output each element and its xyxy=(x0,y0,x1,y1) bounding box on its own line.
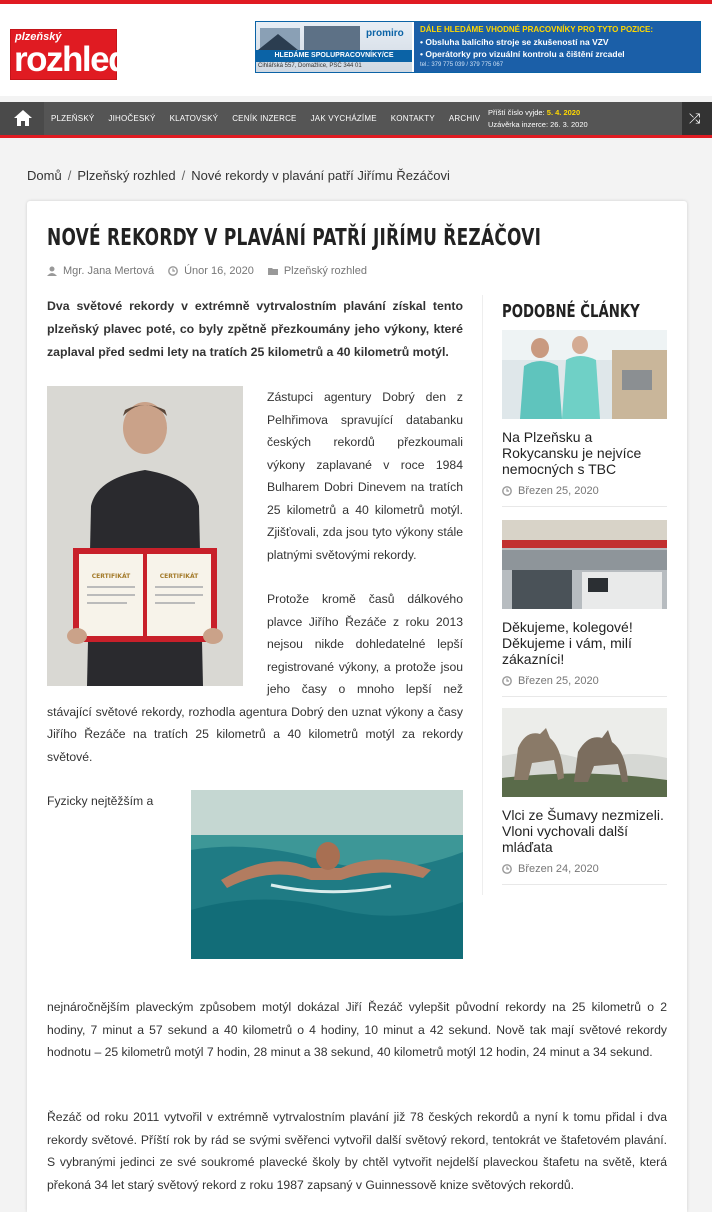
related-date-2: Březen 25, 2020 xyxy=(518,675,599,687)
clock-icon xyxy=(168,266,178,276)
clock-icon xyxy=(502,676,512,686)
nav-item-cenik-inzerce[interactable]: CENÍK INZERCE xyxy=(232,114,297,123)
site-header xyxy=(0,4,712,96)
article-date: Únor 16, 2020 xyxy=(184,265,254,277)
next-issue-label: Příští číslo vyjde: xyxy=(488,108,545,117)
breadcrumb-category[interactable]: Plzeňský rozhled xyxy=(77,168,176,183)
photo-swimmer-with-certificates xyxy=(47,386,243,686)
related-headline-1[interactable]: Na Plzeňsku a Rokycansku je nejvíce nemocných s TBC xyxy=(502,429,642,477)
banner-address: Cihlářská 557, Domažlice, PSČ 344 01 xyxy=(258,63,362,69)
breadcrumb-current: Nové rekordy v plavání patří Jiřímu Řezáčovi xyxy=(191,168,450,183)
related-headline-3[interactable]: Vlci ze Šumavy nezmizeli. Vloni vychovali další mláďata xyxy=(502,807,664,855)
banner-line1: DÁLE HLEDÁME VHODNÉ PRACOVNÍKY PRO TYTO POZICE: xyxy=(420,25,654,34)
banner-right-panel xyxy=(414,22,700,73)
user-icon xyxy=(47,266,57,276)
main-nav xyxy=(0,102,712,138)
related-image-wolves[interactable] xyxy=(502,708,667,797)
certificate-right-label: CERTIFIKÁT xyxy=(159,573,199,580)
banner-brand: promiro xyxy=(366,28,404,39)
breadcrumb-home[interactable]: Domů xyxy=(27,168,62,183)
nav-item-plzensky[interactable]: PLZEŇSKÝ xyxy=(51,114,95,123)
article-paragraph-3-rest: nejnáročnějším plaveckým způsobem motýl dokázal Jiří Řezáč vylepšit původní rekordy na 25 kilometrů o 2 hodiny, 7 minut a 57 sekund a 40 kilometrů o 4 hodiny, 10 minut a 42 sekund. Nově tak mají světové rekordy hodnotu – 25 kilometrů motýl 7 hodin, 28 minut a 38 sekund, 40 kilometrů motýl 12 hodin, 24 minut a 34 sekund. xyxy=(47,1000,667,1059)
folder-icon xyxy=(268,266,278,276)
banner-phone: tel.: 379 775 039 / 379 775 067 xyxy=(420,62,504,68)
article-paragraph-4: Řezáč od roku 2011 vytvořil v extrémně vytrvalostním plavání již 78 českých rekordů a nyní k tomu přidal i dva rekordy světové. Příští rok by rád se svými svěřenci vytvořil další světový rekord, tentokrát ve štafetovém plavání. S vybranými jedinci ze své soukromé plavecké školy by chtěl vytvořit nejdelší plaveckou štafetu na světě, která překoná 34 let starý světový rekord z roku 1987 zapsaný v Guinnessově knize světových rekordů. xyxy=(47,1110,667,1192)
related-title: PODOBNÉ ČLÁNKY xyxy=(502,301,640,322)
article-paragraph-3-start: Fyzicky nejtěžším a xyxy=(47,794,154,808)
nav-item-jihocesky[interactable]: JIHOČESKÝ xyxy=(108,114,156,123)
logo-big-text: rozhled xyxy=(14,40,128,79)
ad-banner[interactable] xyxy=(255,21,701,73)
site-logo[interactable] xyxy=(10,29,128,80)
article-card xyxy=(27,201,687,1212)
article-category[interactable]: Plzeňský rozhled xyxy=(283,265,367,277)
related-item-3[interactable] xyxy=(502,708,667,885)
clock-icon xyxy=(502,486,512,496)
related-image-supermarket[interactable] xyxy=(502,520,667,609)
nav-item-kontakty[interactable]: KONTAKTY xyxy=(390,114,435,123)
related-articles xyxy=(502,295,667,875)
related-image-hospital[interactable] xyxy=(502,330,667,419)
deadline-date: 26. 3. 2020 xyxy=(550,120,588,129)
random-article-button[interactable] xyxy=(682,102,712,135)
logo-small-text: plzeňský xyxy=(15,31,62,43)
banner-machine-graphic xyxy=(258,24,364,52)
swimmer-certificates-image xyxy=(47,386,243,686)
related-item-2[interactable] xyxy=(502,520,667,697)
banner-left-panel xyxy=(256,22,412,73)
article-paragraph-1: Zástupci agentury Dobrý den z Pelhřimova spravující databanku českých rekordů přezkoumali výkony zaplavané v roce 1984 Bulharem Dobri Dinevem na tratích 25 kilometrů a 40 kilometrů motýl. Zjišťovali, zda jsou tyto výkony stále platnými světovými rekordy. xyxy=(267,390,463,562)
next-issue-info xyxy=(488,107,588,131)
next-issue-date: 5. 4. 2020 xyxy=(546,108,581,117)
article-author[interactable]: Mgr. Jana Mertová xyxy=(63,265,155,277)
article-paragraph-2: Protože kromě časů dálkového plavce Jiřího Řezáče z roku 2013 nejsou nikde dohledatelné lepší registrované výkony, a protože jsou jeho časy o mnoho lepší než stávající světové rekordy, rozhodla agentura Dobrý den uznat výkony a časy Jiřího Řezáče na tratích 25 kilometrů a 40 kilometrů motýl za rekordy světové. xyxy=(47,592,463,764)
banner-line2: • Obsluha balícího stroje se zkušeností na VZV xyxy=(420,37,609,47)
deadline-label: Uzávěrka inzerce: xyxy=(488,120,549,129)
article-title: NOVÉ REKORDY V PLAVÁNÍ PATŘÍ JIŘÍMU ŘEZÁČOVI xyxy=(47,225,542,251)
shuffle-icon: ⤮ xyxy=(689,110,701,126)
article-lead: Dva světové rekordy v extrémně vytrvalostním plavání získal tento plzeňský plavec poté, co byly zpětně přezkoumány jeho výkony, které zaplaval před sedmi lety na tratích 25 kilometrů a 40 kilometrů motýl. xyxy=(47,299,463,359)
related-date-3: Březen 24, 2020 xyxy=(518,863,599,875)
photo-swimmer-butterfly xyxy=(191,790,463,959)
related-headline-2[interactable]: Děkujeme, kolegové! Děkujeme i vám, milí zákazníci! xyxy=(502,619,633,667)
certificate-left-label: CERTIFIKÁT xyxy=(91,573,131,580)
nav-menu xyxy=(44,102,487,135)
banner-line3: • Operátorky pro vizuální kontrolu a čištění zrcadel xyxy=(420,49,625,59)
nav-item-jak-vychazime[interactable]: JAK VYCHÁZÍME xyxy=(310,114,377,123)
clock-icon xyxy=(502,864,512,874)
home-icon xyxy=(14,110,32,126)
related-date-1: Březen 25, 2020 xyxy=(518,485,599,497)
related-item-1[interactable] xyxy=(502,330,667,507)
article-meta xyxy=(47,265,367,277)
home-button[interactable] xyxy=(0,102,44,135)
banner-hledame: HLEDÁME SPOLUPRACOVNÍKY/CE xyxy=(256,50,412,62)
article-body xyxy=(47,295,463,965)
sidebar-divider xyxy=(482,295,483,895)
nav-item-klatovsky[interactable]: KLATOVSKÝ xyxy=(169,114,219,123)
nav-item-archiv[interactable]: ARCHIV xyxy=(448,114,481,123)
breadcrumb: Domů / Plzeňský rozhled / Nové rekordy v plavání patří Jiřímu Řezáčovi xyxy=(27,168,450,183)
butterfly-swim-image xyxy=(191,790,463,959)
